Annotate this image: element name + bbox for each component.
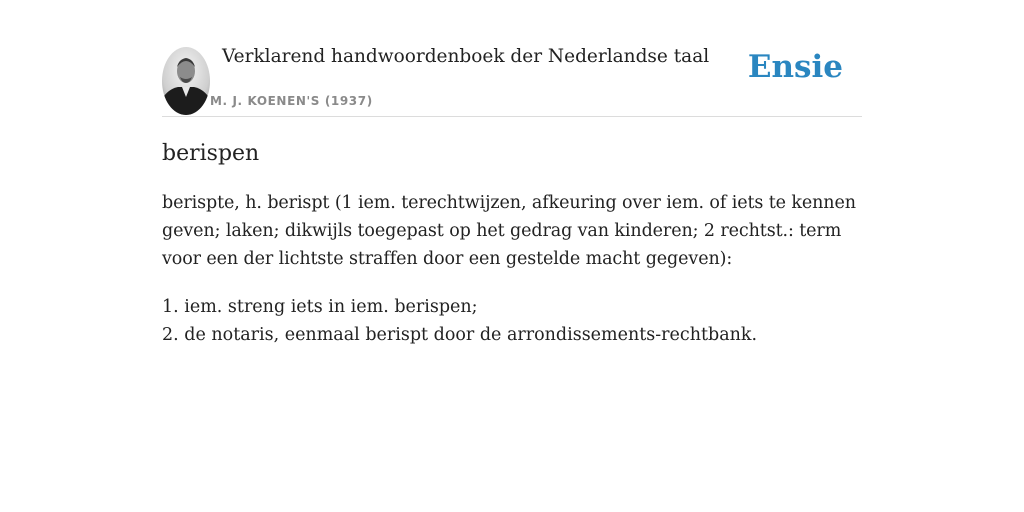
dictionary-header [162,44,862,117]
author-label: M. J. KOENEN'S (1937) [210,94,373,108]
example-item: 1. iem. streng iets in iem. berispen; [162,297,478,317]
headword: berispen [162,141,260,166]
definition-text: berispte, h. berispt (1 iem. terechtwijzen, afkeuring over iem. of iets te kennen geven; laken; dikwijls toegepast op het gedrag van kinderen; 2 rechtst.: term voor een der lichtste straffen door een gestelde macht gegeven): [162,193,856,269]
example-list [162,293,862,349]
example-item: 2. de notaris, eenmaal berispt door de arrondissements-rechtbank. [162,325,758,345]
author-portrait-icon [162,47,210,115]
book-title: Verklarend handwoordenboek der Nederlandse taal [222,46,710,67]
entry-content [162,138,862,349]
ensie-logo-link[interactable]: Ensie [747,49,843,85]
